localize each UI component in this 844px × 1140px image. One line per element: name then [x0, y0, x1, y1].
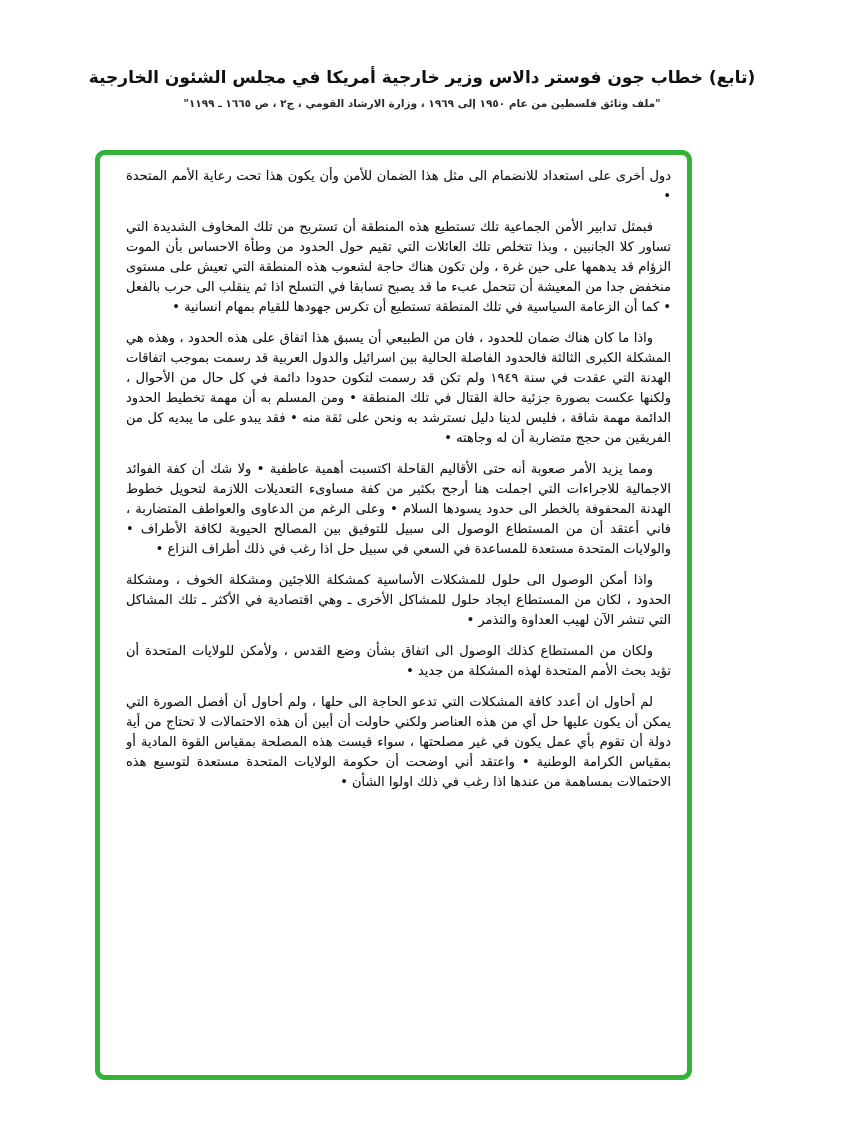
document-header — [0, 68, 844, 110]
document-source-line: "ملف وثائق فلسطين من عام ١٩٥٠ إلى ١٩٦٩ ، وزارة الارشاد القومي ، ج٢ ، ص ١٦٦٥ ـ ١١٩٩" — [183, 98, 661, 110]
paragraph: ومما يزيد الأمر صعوبة أنه حتى الأقاليم القاحلة اكتسبت أهمية عاطفية • ولا شك أن كفة الفوائد الاجمالية للاجراءات التي اجملت هنا أرجح بكثير من كفة مساوىء التعديلات اللازمة لتحويل خطوط الهدنة المحفوفة بالخطر الى حدود يسودها السلام • وعلى الرغم من الدعاوى والعواطف المتضاربة ، فاني أعتقد أن من المستطاع الوصول الى سبيل للتوفيق بين المصالح الحيوية لكافة الأطراف • والولايات المتحدة مستعدة للمساعدة في السعي في سبيل حل اذا رغب في ذلك أطراف النزاع • — [126, 462, 671, 557]
paragraph: واذا ما كان هناك ضمان للحدود ، فان من الطبيعي أن يسبق هذا اتفاق على هذه الحدود ، وهذه هي المشكلة الكبرى الثالثة فالحدود الفاصلة الحالية بين اسرائيل والدول العربية قد رسمت بموجب اتفاقات الهدنة التي عقدت في سنة ١٩٤٩ ولم تكن قد رسمت لتكون حدودا دائمة في كل حال من الأحوال ، ولكنها عكست بصورة جزئية حالة القتال في تلك المنطقة • ومن المسلم به أن مهمة تخطيط الحدود الدائمة مهمة شاقة ، فليس لدينا دليل نسترشد به ونحن على ثقة منه • فقد يبدو على ما يبديه كل من الفريقين من حجج متضاربة أن له وجاهته • — [126, 331, 671, 446]
paragraph: فبمثل تدابير الأمن الجماعية تلك تستطيع هذه المنطقة أن تستريح من تلك المخاوف الشديدة التي تساور كلا الجانبين ، وبذا تتخلص تلك العائلات التي تقيم حول الحدود من وطأة الاحساس بأن الموت الزؤام قد يدهمها على حين غرة ، ولن تكون هناك حاجة لشعوب هذه المنطقة التي تعيش على مستوى منخفض جدا من المعيشة أن تتحمل عبء ما قد يصبح تسابقا في التسلح اذا ثم ينقلب الى حرب بالفعل • كما أن الزعامة السياسية في تلك المنطقة تستطيع أن تكرس جهودها للقيام بمهام انسانية • — [126, 220, 671, 315]
document-body — [126, 167, 671, 1067]
paragraph: لم أحاول ان أعدد كافة المشكلات التي تدعو الحاجة الى حلها ، ولم أحاول أن أفصل الصورة التي يمكن أن يكون عليها حل أي من هذه العناصر ولكني حاولت أن أبين أن هذه الاحتمالات لا تحتاج من أية دولة أن تقوم بأي عمل يكون في غير مصلحتها ، سواء قيست هذه المصلحة بمقياس القوة المادية أو بمقياس الكرامة الوطنية • واعتقد أني اوضحت أن حكومة الولايات المتحدة مستعدة لتوسيع هذه الاحتمالات بمساهمة من عندها اذا رغب في ذلك اولوا الشأن • — [126, 695, 671, 790]
paragraph: ولكان من المستطاع كذلك الوصول الى اتفاق بشأن وضع القدس ، ولأمكن للولايات المتحدة أن تؤيد بحث الأمم المتحدة لهذه المشكلة من جديد • — [126, 644, 671, 679]
paragraph: دول أخرى على استعداد للانضمام الى مثل هذا الضمان للأمن وأن يكون هذا تحت رعاية الأمم المتحدة • — [126, 169, 671, 204]
paragraph: واذا أمكن الوصول الى حلول للمشكلات الأساسية كمشكلة اللاجئين ومشكلة الخوف ، ومشكلة الحدود ، لكان من المستطاع ايجاد حلول للمشاكل الأخرى ـ وهي اقتصادية في الأكثر ـ تلك المشاكل التي تنشر الآن لهيب العداوة والتذمر • — [126, 573, 671, 628]
document-title: (تابع) خطاب جون فوستر دالاس وزير خارجية أمريكا في مجلس الشئون الخارجية — [88, 68, 756, 88]
document-frame — [95, 150, 692, 1080]
